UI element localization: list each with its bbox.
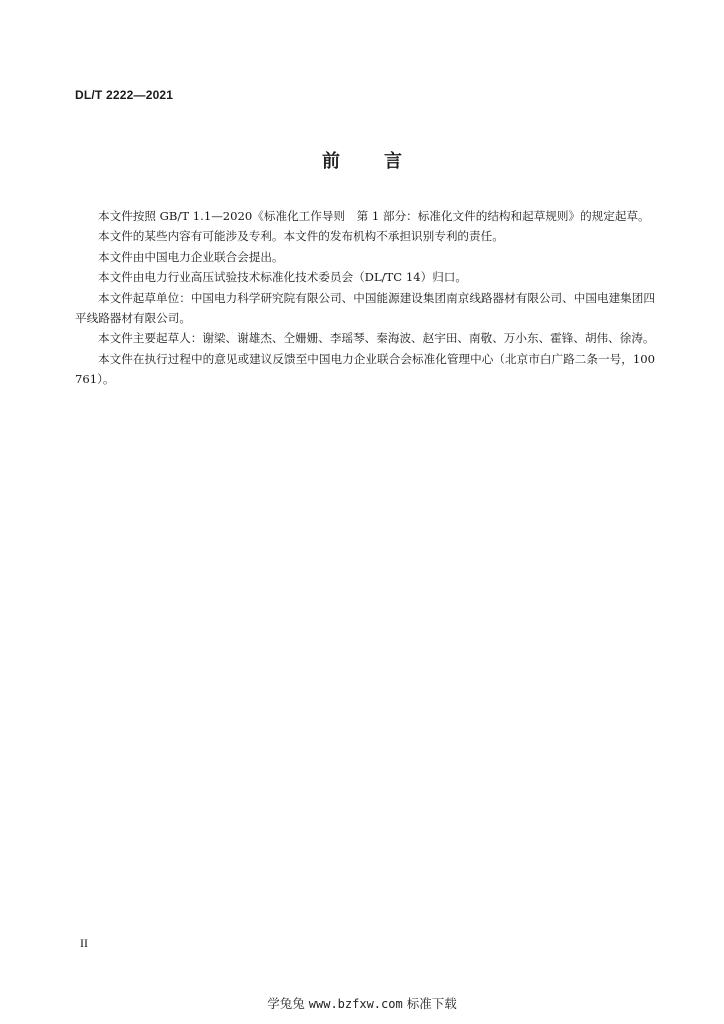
watermark — [0, 994, 724, 1012]
watermark-site: 学兔兔 — [267, 996, 305, 1011]
title-char-1: 前 — [322, 151, 340, 172]
document-code: DL/T 2222—2021 — [75, 88, 174, 102]
foreword-body — [75, 206, 655, 390]
page-number: II — [80, 936, 88, 950]
paragraph-drafting-units: 本文件起草单位：中国电力科学研究院有限公司、中国能源建设集团南京线路器材有限公司、中国电建集团四平线路器材有限公司。 — [75, 290, 655, 326]
watermark-label: 标准下载 — [406, 996, 457, 1011]
paragraph-drafting-rules: 本文件按照 GB/T 1.1—2020《标准化工作导则 第 1 部分：标准化文件的结构和起草规则》的规定起草。 — [98, 209, 650, 223]
title-char-2: 言 — [384, 151, 402, 172]
paragraph-patent-notice: 本文件的某些内容有可能涉及专利。本文件的发布机构不承担识别专利的责任。 — [98, 229, 504, 244]
paragraph-proposer: 本文件由中国电力企业联合会提出。 — [98, 249, 284, 264]
page-title — [0, 147, 724, 173]
paragraph-committee: 本文件由电力行业高压试验技术标准化技术委员会（DL/TC 14）归口。 — [98, 270, 467, 285]
watermark-url[interactable]: www.bzfxw.com — [308, 997, 403, 1011]
paragraph-drafters: 本文件主要起草人：谢梁、谢雄杰、仝姗姗、李瑶琴、秦海波、赵宇田、南敬、万小东、霍锋、胡伟、徐涛。 — [98, 331, 655, 346]
paragraph-feedback: 本文件在执行过程中的意见或建议反馈至中国电力企业联合会标准化管理中心（北京市白广路二条一号，100761）。 — [75, 351, 655, 387]
